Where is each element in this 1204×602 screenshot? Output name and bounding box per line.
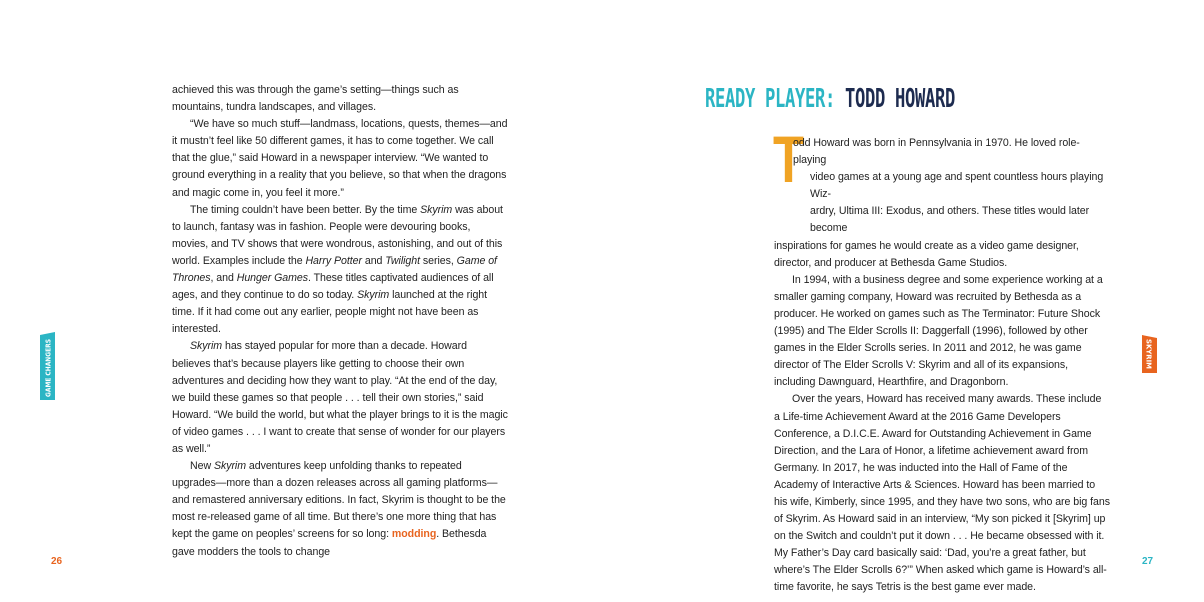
left-body-text	[172, 82, 508, 561]
modding-keyword: modding	[391, 528, 437, 541]
svg-text:T: T	[773, 134, 804, 184]
paragraph: achieved this was through the game’s setting—things such as mountains, tundra landscapes, and villages.	[172, 84, 459, 114]
paragraph: The timing couldn’t have been better. By the time Skyrim was about to launch, fantasy was in fashion. People were devouring books, movies, and TV shows that were wondrous, astonishing, and out of this world. Examples include the Harry Potter and Twilight series, Game of Thrones, and Hunger Games. These titles captivated audiences of all ages, and they continue to do so today. Skyrim launched at the right time. If it had come out any earlier, people might not have been as interested.	[172, 203, 503, 336]
text-line: odd Howard was born in Pennsylvania in 1970. He loved role-playing	[793, 137, 1080, 167]
paragraph: Skyrim has stayed popular for more than a decade. Howard believes that’s because players like getting to choose their own adventures and deciding how they want to play. “At the end of the day, we build these games so that people . . . tell their own stories,” said Howard. “We build the world, but what the player brings to it is the magic of video games . . . I want to create that sense of wonder for our players as well.”	[172, 340, 508, 455]
skyrim-side-tab	[1142, 335, 1157, 373]
headline-part1: READY PLAYER:	[705, 84, 836, 114]
svg-text:GAME CHANGERS: GAME CHANGERS	[43, 332, 53, 397]
page-number: 27	[1142, 556, 1154, 567]
game-changers-side-tab	[40, 332, 55, 400]
paragraph: “We have so much stuff—landmass, locations, quests, themes—and it mustn’t feel like 50 different games, it has to come together. We call that the glue,” said Howard in a newspaper interview. “We wanted to ground everything in a reality that you believe, so that when the dragons and magic come in, you feel it more.”	[172, 118, 508, 199]
right-page	[602, 0, 1204, 602]
right-body-text	[774, 135, 1110, 597]
svg-text:SKYRIM: SKYRIM	[1144, 339, 1154, 368]
paragraph: New Skyrim adventures keep unfolding thanks to repeated upgrades—more than a dozen releases across all gaming platforms—and remastered anniversary editions. In fact, Skyrim is thought to be the most re-released game of all time. But there’s one more thing that has kept the game on peoples’ screens for so long: modding. Bethesda gave modders the tools to change	[172, 460, 506, 558]
page-number: 26	[51, 556, 63, 567]
paragraph: In 1994, with a business degree and some experience working at a smaller gaming company, Howard was recruited by Bethesda as a producer. He worked on games such as The Terminator: Future Shock (1995) and The Elder Scrolls II: Daggerfall (1996), followed by other games in the Elder Scrolls series. In 2011 and 2012, he was game director of The Elder Scrolls V: Skyrim and all of its expansions, including Dawnguard, Hearthfire, and Dragonborn.	[774, 273, 1103, 389]
paragraph: inspirations for games he would create as a video game designer, director, and producer at Bethesda Game Studios.	[774, 239, 1079, 269]
headline-part2: TODD HOWARD	[845, 84, 956, 114]
text-line: ardry, Ultima III: Exodus, and others. These titles would later become	[810, 205, 1090, 235]
headline	[705, 84, 955, 114]
text-line: video games at a young age and spent countless hours playing Wiz-	[810, 171, 1104, 201]
paragraph: Over the years, Howard has received many awards. These include a Life-time Achievement Award at the 2016 Game Developers Conference, a D.I.C.E. Award for Outstanding Achievement in Game Direction, and the Lara of Honor, a lifetime achievement award from Germany. In 2017, he was inducted into the Hall of Fame of the Academy of Interactive Arts & Sciences. Howard has been married to his wife, Kimberly, since 1995, and they have two sons, who are big fans of Skyrim. As Howard said in an interview, “My son picked it [Skyrim] up on the Switch and couldn’t put it down . . . He became obsessed with it. My Father’s Day card basically said: ‘Dad, you’re a great father, but where’s The Elder Scrolls 6?’” When asked which game is Howard’s all-time favorite, he says Tetris is the best game ever made.	[774, 393, 1110, 594]
